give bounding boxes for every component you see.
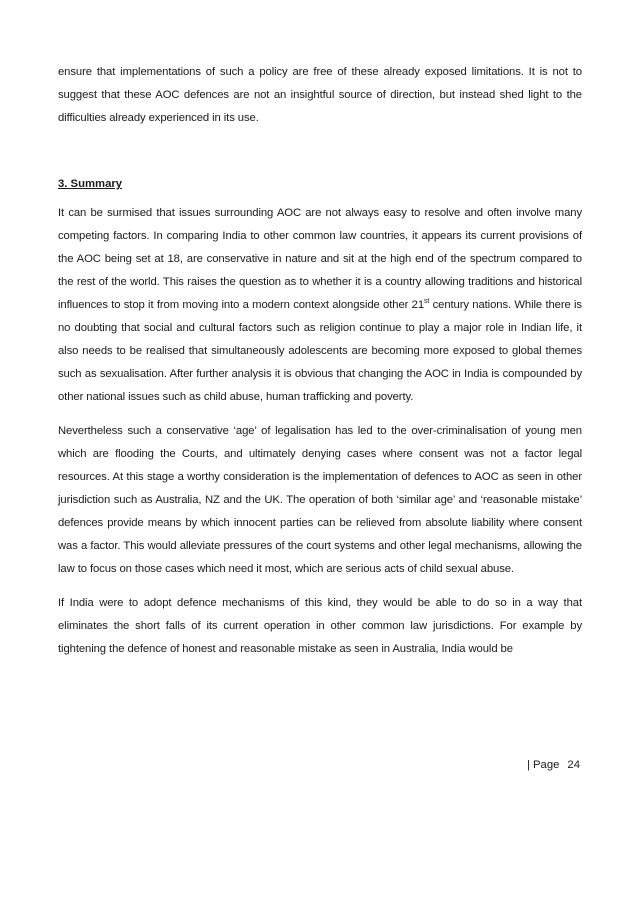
intro-paragraph: ensure that implementations of such a policy are free of these already exposed limitations. It is not to suggest that these AOC defences are not an insightful source of direction, but instead shed light to the difficulties already experienced in its use.	[58, 66, 582, 124]
summary-paragraph-1	[58, 202, 582, 409]
page-footer	[58, 757, 580, 773]
ordinal-superscript: st	[424, 298, 430, 306]
summary-paragraph-2: Nevertheless such a conservative ‘age’ of legalisation has led to the over-criminalisation of young men which are flooding the Courts, and ultimately denying cases where consent was not a factor legal resources. At this stage a worthy consideration is the implementation of defences to AOC as seen in other jurisdiction such as Australia, NZ and the UK. The operation of both ‘similar age’ and ‘reasonable mistake’ defences provide means by which innocent parties can be relieved from absolute liability where consent was a factor. This would alleviate pressures of the court systems and other legal mechanisms, allowing the law to focus on those cases which need it most, which are serious acts of child sexual abuse.	[58, 425, 582, 575]
page-number: 24	[567, 759, 580, 771]
section-heading-summary: 3. Summary	[58, 178, 123, 190]
document-body	[58, 61, 582, 672]
summary-paragraph-3: If India were to adopt defence mechanisms of this kind, they would be able to do so in a way that eliminates the short falls of its current operation in other common law jurisdictions. For example by tightening the defence of honest and reasonable mistake as seen in Australia, India would be	[58, 597, 582, 655]
page-label: | Page	[526, 759, 560, 771]
summary-paragraph-1-text-b: century nations. While there is no doubting that social and cultural factors such as religion continue to play a major role in Indian life, it also needs to be realised that simultaneously adolescents are becoming more exposed to global themes such as sexualisation. After further analysis it is obvious that changing the AOC in India is compounded by other national issues such as child abuse, human trafficking and poverty.	[58, 299, 582, 403]
summary-paragraph-1-text-a: It can be surmised that issues surrounding AOC are not always easy to resolve and often involve many competing factors. In comparing India to other common law countries, it appears its current provisions of the AOC being set at 18, are conservative in nature and sit at the high end of the spectrum compared to the rest of the world. This raises the question as to whether it is a country allowing traditions and historical influences to stop it from moving into a modern context alongside other 21	[58, 207, 582, 311]
